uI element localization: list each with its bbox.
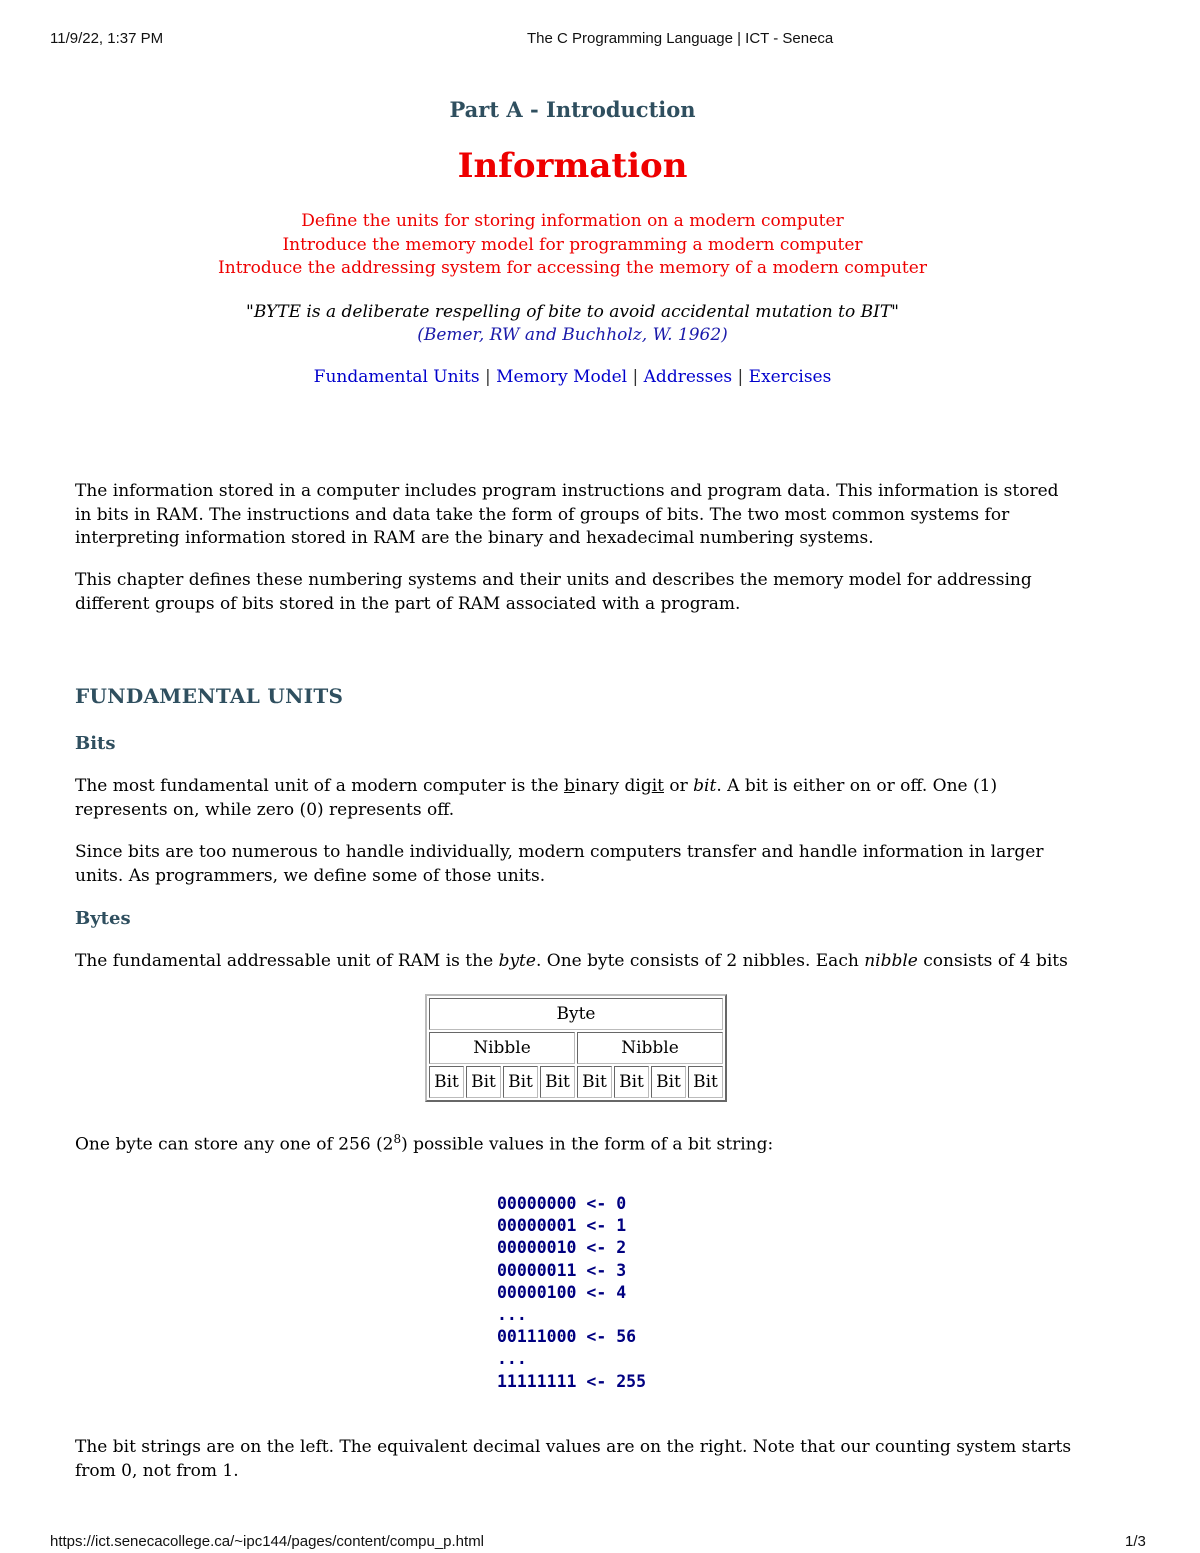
byte-structure-table [425,994,727,1102]
bit-cell: Bit [614,1066,649,1098]
code-line: 00000001 <- 1 [497,1216,627,1236]
bits-paragraph: The most fundamental unit of a modern computer is the binary digit or bit. A bit is either on or off. One (1) represents on, while zero (0) represents off. [75,776,998,820]
bit-cell: Bit [429,1066,464,1098]
section-heading-fundamental-units: FUNDAMENTAL UNITS [75,684,344,708]
toc-separator: | [737,367,744,387]
bit-string-code-block [497,1193,646,1393]
objective-item: Introduce the addressing system for accessing the memory of a modern computer [218,258,927,278]
intro-paragraph: This chapter defines these numbering systems and their units and describes the memory model for addressing different groups of bits stored in the part of RAM associated with a program. [75,570,1032,614]
toc-separator: | [632,367,639,387]
quote-text: "BYTE is a deliberate respelling of bite to avoid accidental mutation to BIT" [246,302,899,322]
bit-cell: Bit [503,1066,538,1098]
bit-cell: Bit [577,1066,612,1098]
bit-cell: Bit [466,1066,501,1098]
print-url: https://ict.senecacollege.ca/~ipc144/pages/content/compu_p.html [50,1533,485,1550]
toc-link-addresses[interactable]: Addresses [643,367,733,387]
print-datetime: 11/9/22, 1:37 PM [50,30,164,47]
nibble-cell: Nibble [577,1032,723,1064]
bytes-paragraph: The bit strings are on the left. The equivalent decimal values are on the right. Note that our counting system starts from 0, not from 1. [75,1437,1072,1481]
print-page-number: 1/3 [1125,1533,1146,1550]
toc-link-exercises[interactable]: Exercises [748,367,832,387]
bit-cell: Bit [688,1066,723,1098]
print-doc-title: The C Programming Language | ICT - Seneca [527,30,834,47]
bytes-paragraph: One byte can store any one of 256 $(2^8)$ possible values in the form of a bit string: [75,1132,774,1155]
subheading-bytes: Bytes [75,908,131,929]
toc-link-fundamental-units[interactable]: Fundamental Units [313,367,480,387]
code-line: 00000000 <- 0 [497,1194,627,1213]
intro-paragraph: The information stored in a computer includes program instructions and program data. This information is stored in bits in RAM. The instructions and data take the form of groups of bits. The two most common systems for interpreting information stored in RAM are the binary and hexadecimal numbering systems. [75,481,1059,548]
code-line: ... [497,1305,527,1325]
toc-separator: | [484,367,491,387]
bits-paragraph: Since bits are too numerous to handle individually, modern computers transfer and handle information in larger units. As programmers, we define some of those units. [75,842,1044,886]
bit-cell: Bit [651,1066,686,1098]
nibble-cell: Nibble [429,1032,575,1064]
code-line: 00111000 <- 56 [497,1327,637,1347]
subheading-bits: Bits [75,733,116,754]
bit-cell: Bit [540,1066,575,1098]
objectives [0,210,1145,281]
code-line: 00000100 <- 4 [497,1282,627,1302]
part-heading: Part A - Introduction [449,97,696,122]
toc-link-memory-model[interactable]: Memory Model [496,367,628,387]
page-title: Information [457,146,688,186]
code-line: 00000011 <- 3 [497,1260,627,1280]
epigraph [0,301,1145,347]
objective-item: Introduce the memory model for programming a modern computer [282,234,863,255]
objective-item: Define the units for storing information on a modern computer [301,211,844,231]
code-line: ... [497,1349,527,1369]
code-line: 11111111 <- 255 [497,1371,647,1391]
code-line: 00000010 <- 2 [497,1238,627,1258]
byte-cell: Byte [429,998,723,1030]
quote-citation: (Bemer, RW and Buchholz, W. 1962) [417,325,728,345]
bytes-paragraph: The fundamental addressable unit of RAM is the byte. One byte consists of 2 nibbles. Each nibble consists of 4 bits [75,951,1068,971]
section-nav [0,367,1145,387]
